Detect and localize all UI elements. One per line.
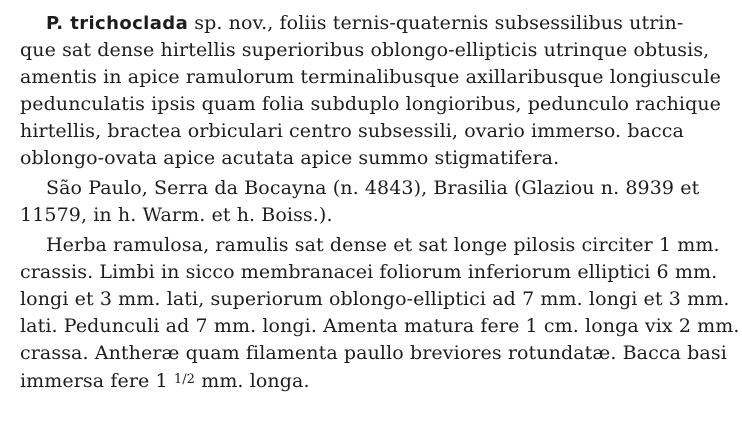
p3-line-2: crassis. Limbi in sicco membranacei foliorum inferiorum elliptici 6 mm. bbox=[20, 261, 718, 283]
p1-line-2: que sat dense hirtellis superioribus oblongo-ellipticis utrinque obtusis, bbox=[20, 39, 710, 61]
p3-line-5: crassa. Antheræ quam filamenta paullo breviores rotundatæ. Bacca basi bbox=[20, 342, 727, 364]
p1-line-3: amentis in apice ramulorum terminalibusque axillaribusque longiuscule bbox=[20, 66, 722, 88]
p2-line-1: São Paulo, Serra da Bocayna (n. 4843), Brasilia (Glaziou n. 8939 et bbox=[46, 177, 700, 199]
p3-line-4: lati. Pedunculi ad 7 mm. longi. Amenta matura fere 1 cm. longa vix 2 mm. bbox=[20, 315, 740, 337]
p3-line-6-start: immersa fere 1 bbox=[20, 370, 174, 392]
p3-line-6-end: mm. longa. bbox=[195, 370, 310, 392]
p1-line-5: hirtellis, bractea orbiculari centro subsessili, ovario immerso. bacca bbox=[20, 120, 684, 142]
p1-line-1-text: sp. nov., foliis ternis-quaternis subsessilibus utrin- bbox=[188, 12, 684, 34]
p3-line-1: Herba ramulosa, ramulis sat dense et sat longe pilosis circiter 1 mm. bbox=[46, 234, 720, 256]
p1-line-6: oblongo-ovata apice acutata apice summo stigmatifera. bbox=[20, 147, 560, 169]
p3-line-6 bbox=[20, 367, 310, 394]
species-name: P. trichoclada bbox=[46, 13, 189, 34]
p1-line-1 bbox=[46, 10, 736, 37]
p2-line-2: 11579, in h. Warm. et h. Boiss.). bbox=[20, 204, 333, 226]
p1-line-4: pedunculatis ipsis quam folia subduplo longioribus, pedunculo rachique bbox=[20, 93, 722, 115]
p3-line-3: longi et 3 mm. lati, superiorum oblongo-elliptici ad 7 mm. longi et 3 mm. bbox=[20, 288, 730, 310]
fraction-one-half: 1/2 bbox=[173, 372, 196, 387]
